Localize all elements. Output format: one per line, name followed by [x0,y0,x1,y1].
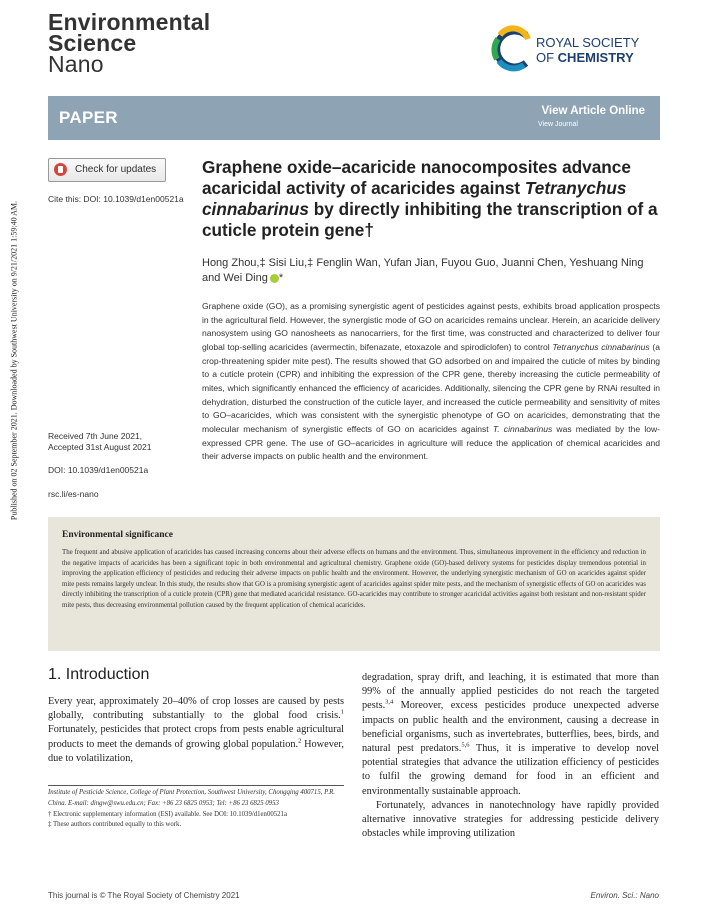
env-significance-heading: Environmental significance [62,530,173,540]
view-journal-link[interactable]: View Journal [538,121,578,128]
journal-site-link[interactable]: rsc.li/es-nano [48,489,99,499]
publisher-name[interactable]: ROYAL SOCIETY OF CHEMISTRY [536,35,640,65]
body-column-right: degradation, spray drift, and leaching, it is estimated that more than 99% of the annually applied pesticides do not reach the targeted pests.$^{3,4}$ Moreover, excess pesticides produce unexpected adverse impacts on public health and the environment, causing a decrease in beneficial organisms, such as invertebrates, butterflies, bees, birds, and natural pest predators.$^{5,6}$ Thus, it is imperative to develop novel potential strategies that advance the utilization efficiency of pesticides to fulfil the growing demand for food in an efficient and environmentally sustainable approach. Fortunately, advances in nanotechnology have rapidly provided alternative innovative strategies for addressing pesticide delivery obstacles while improving utilization [362,672,659,840]
view-article-online-link[interactable]: View Article Online [541,105,645,117]
orcid-icon[interactable] [270,274,279,283]
journal-name[interactable]: Environmental Science Nano [48,9,211,77]
equal-contribution-footnote: ‡ These authors contributed equally to this work. [48,821,182,829]
article-type-banner [48,96,660,140]
crossmark-icon [54,163,67,176]
env-significance-text: The frequent and abusive application of acaricides has caused increasing concerns about their adverse effects on humans and the environment. Thus, simultaneous improvement in the efficiency and reduction in the negative impacts of acaricides has been a significant topic in both environmental and agricultural chemistry. Graphene oxide (GO)-based delivery systems for pesticides display tremendous potential in improving the application efficiency of pesticides and reducing their adverse impacts on public health and the environment. However, the underlying synergistic mechanism of GO on acaricides against spider mite pests remains largely unclear. In this study, the results show that GO is a promising synergistic agent of acaricides against spider mite pests, and the mechanism of synergistic effects of GO on acaricides was directly inhibiting the transcription of a cuticle protein (CPR) gene that mediated acaricidal resistance. GO-acaricides may contribute to stronger acaricidal activities against both resistant and non-resistant spider mite pests, thus decreasing environmental pollution caused by the frequent application of chemical acaricides. [62,549,646,609]
doi-link[interactable]: DOI: 10.1039/d1en00521a [48,465,149,475]
footnote-divider [48,785,344,786]
download-stamp: Published on 02 September 2021. Downloaded by Southwest University on 9/21/2021 1:59:40 AM. [9,200,19,521]
accepted-date: Accepted 31st August 2021 [48,442,152,452]
rsc-ring-logo-icon [488,25,536,73]
received-date: Received 7th June 2021, [48,431,143,441]
section-heading-introduction: 1. Introduction [48,666,150,683]
footer-copyright: This journal is © The Royal Society of Chemistry 2021 [48,891,240,900]
check-for-updates-button[interactable]: Check for updates [48,158,166,182]
abstract: Graphene oxide (GO), as a promising synergistic agent of pesticides against pests, exhibits broad application prospects in the agricultural field. However, the synergistic mode of GO on acaricides remains unclear. Herein, an acaricide delivery nanosystem using GO nanosheets as nanocarriers, for the first time, was constructed and characterized to deliver four global top-selling acaricides (avermectin, bifenazate, etoxazole and spirodiclofen) to control Tetranychus cinnabarinus (a crop-threatening spider mite pest). The results showed that GO adsorbed on and impaired the cuticle of mites by binding to a cuticle protein (CPR) and inhibiting the expression of the CPR gene, thereby increasing the cuticle permeability of mites, which significantly enhanced the efficiency of acaricides. Additionally, silencing the CPR gene by RNAi resulted in dehydration, disturbed the construction of the cuticle layer, and increased the cuticle permeability and sensitivity of mites to GO–acaricides, which was consistent with the synergistic phenotype of GO on acaricides, demonstrating that the molecular mechanism of synergistic effects of GO on acaricides against T. cinnabarinus was mediated by the low-expressed CPR gene. The use of GO–acaricides in agriculture will reduce the application of chemical acaricides and their adverse impacts on public health and the environment. [202,301,660,462]
footer-journal: Environ. Sci.: Nano [590,891,659,900]
article-title: Graphene oxide–acaricide nanocomposites advance acaricidal activity of acaricides against Tetranychus cinnabarinus by directly inhibiting the transcription of a cuticle protein gene† [202,157,658,240]
cite-doi: Cite this: DOI: 10.1039/d1en00521a [48,194,184,204]
footnotes [48,788,344,831]
article-type: PAPER [59,108,118,127]
esi-footnote: † Electronic supplementary information (ESI) available. See DOI: 10.1039/d1en00521a [48,810,287,818]
environmental-significance-box [48,517,660,651]
author-list: Hong Zhou,‡ Sisi Liu,‡ Fenglin Wan, Yufan Jian, Fuyou Guo, Juanni Chen, Yeshuang Ning and Wei Ding * [202,257,644,284]
body-column-left: Every year, approximately 20–40% of crop losses are caused by pests globally, contributing substantially to the global food crisis.$^1$ Fortunately, pesticides that protect crops from pests enable agricultural products to meet the demands of growing global population.$^2$ However, due to volatilization, [48,696,344,764]
affiliation-footnote: Institute of Pesticide Science, College of Plant Protection, Southwest University, Chongqing 400715, P.R. China. E-mail: dingw@swu.edu.cn; Fax: +86 23 6825 0953; Tel: +86 23 6825 0953 [48,789,335,807]
